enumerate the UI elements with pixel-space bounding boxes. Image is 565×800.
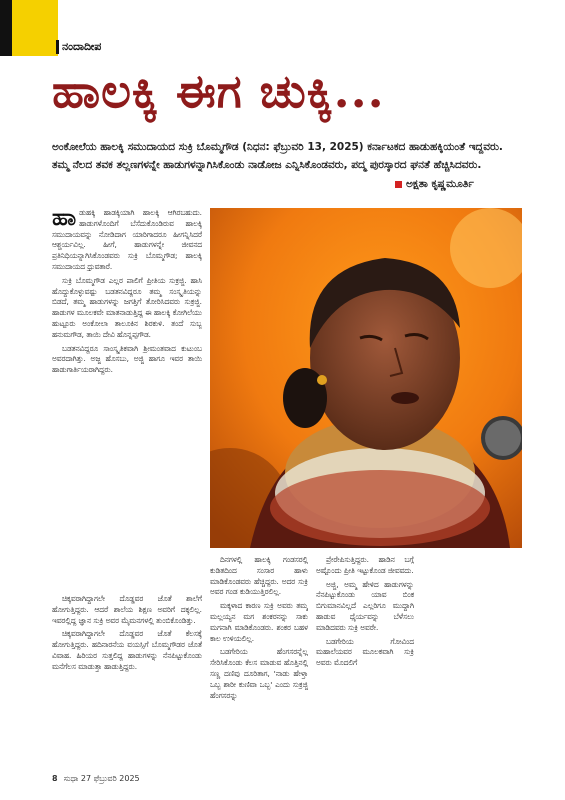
section-label: ನಂದಾದೀಪ [62,40,102,53]
body-column-right [316,555,414,765]
body-paragraph: ಬಡಗೇರಿಯ ಹೆಂಗಸರನ್ನೆಲ್ಲ ಸೇರಿಸಿಕೊಂಡು ಕೆಲಸ ಮಾಡುವ ಹೊತ್ತಿನಲ್ಲಿ ಸಣ್ಣ ದಣಿವು ದೂರಿತಾಗ, 'ನಾಡು ಹೇಳ್ತಾ ಒಬ್ಬ ಶಾರೀ ಕುಣಿವಾ ಒಬ್ಬ' ಎಂದು ಸುಕ್ರಜ್ಜಿ ಹೆಂಗಸರನ್ನು [210,647,308,700]
body-paragraph: ಸುಕ್ರಿ ಬೊಮ್ಮಗೌಡ ಎಲ್ಲರ ಪಾಲಿಗೆ ಪ್ರೀತಿಯ ಸುಕ್ರಜ್ಜಿ. ಹಾಸಿ ಹೊದ್ದುಕೊಳ್ಳುವಷ್ಟು ಬಡತನವಿದ್ದರೂ ತಮ್ಮ ಸಂಸ್ಕೃತಿಯನ್ನು ಬಿಡದೆ, ತಮ್ಮ ಹಾಡುಗಳನ್ನು ಜಗತ್ತಿಗೆ ತೋರಿಸಿದವರು ಸುಕ್ರಜ್ಜಿ. ಹಾಡುಗಳ ಮೂಲಕವೇ ಮಾತನಾಡುತ್ತಿದ್ದ ಈ ಹಾಲಕ್ಕಿ ಕೋಗಿಲೆಯು ಹುಟ್ಟೂರು ಅಂಕೋಲಾ ತಾಲೂಕಿನ ಶಿರಕುಳಿ. ತಂದೆ ಸುಬ್ಬ ಹನುಮಗೌಡ, ತಾಯಿ ದೇವಿ ಹೊನ್ನಪ್ಪಗೌಡ. [52,275,202,339]
body-paragraph: ಬಡತನವಿದ್ದರೂ ಸಾಂಸ್ಕೃತಿಕವಾಗಿ ಶ್ರೀಮಂತವಾದ ಕುಟುಂಬ ಅವರದಾಗಿತ್ತು. ಅಜ್ಜ ಹೊಸಬು, ಅಜ್ಜಿ ಹಾಗೂ ಇವರ ತಾಯಿ ಹಾಡುಗಾರ್ತಿಯರಾಗಿದ್ದರು. [52,343,202,375]
body-paragraph: ಹಾಡುಹಕ್ಕಿ ಹಾಡಕ್ಕಿಯಾಗಿ ಹಾಲಕ್ಕಿ ಆಗಿರಬಹುದು. ಹಾಡುಗಳೊಂದಿಗೆ ಬೆಸೆದುಕೊಂಡಿರುವ ಹಾಲಕ್ಕಿ ಸಮುದಾಯವನ್ನು ನೋಡಿದಾಗ ಯಾರಿಗಾದರೂ ಹೀಗನ್ನಿಸಿದರೆ ಆಶ್ಚರ್ಯವಿಲ್ಲ. ಹೀಗೆ, ಹಾಡುಗಳನ್ನೇ ಜೀವನದ ಪ್ರತಿನಿಧಿಯನ್ನಾಗಿಸಿಕೊಂಡವರು ಸುಕ್ರಿ ಬೊಮ್ಮಗೌಡ; ಹಾಲಕ್ಕಿ ಸಮುದಾಯದ ಧ್ರುವತಾರೆ. [52,208,202,271]
article-standfirst: ಅಂಕೋಲೆಯ ಹಾಲಕ್ಕಿ ಸಮುದಾಯದ ಸುಕ್ರಿ ಬೊಮ್ಮಗೌಡ (ನಿಧನ: ಫೆಬ್ರುವರಿ 13, 2025) ಕರ್ನಾಟಕದ ಹಾಡುಹಕ್ಕಿಯಂತೆ ಇದ್ದವರು. ತಮ್ಮ ನೆಲದ ತವಕ ತಲ್ಲಣಗಳನ್ನೇ ಹಾಡುಗಳನ್ನಾಗಿಸಿಕೊಂಡು ನಾಡೋಜ ಎನ್ನಿಸಿಕೊಂಡವರು, ಪದ್ಮ ಪುರಸ್ಕಾರದ ಘನತೆ ಹೆಚ್ಚಿಸಿದವರು. [52,141,503,171]
publication-info: ಸುಧಾ 27 ಫೆಬ್ರುವರಿ 2025 [63,774,140,783]
author-byline [395,178,474,191]
body-column-left [52,208,202,590]
body-paragraph: ಪ್ರೇರೇಪಿಸುತ್ತಿದ್ದರು. ಹಾಡಿನ ಬಗ್ಗೆ ಅಷ್ಟೊಂದು ಪ್ರೀತಿ ಇಟ್ಟುಕೊಂಡ ಜೀವವದು. [316,555,414,575]
corner-black-strip [0,0,12,56]
page-footer [52,774,140,784]
body-paragraph: ಚಿಕ್ಕವರಾಗಿದ್ದಾಗಲೇ ದೊಡ್ಡವರ ಜೊತೆ ಶಾಲೆಗೆ ಹೋಗುತ್ತಿದ್ದರು. ಆದರೆ ಶಾಲೆಯ ಶಿಕ್ಷಣ ಅವರಿಗೆ ದಕ್ಕಲಿಲ್ಲ. ಇವರಲ್ಲಿದ್ದ ಜ್ಞಾನ ಸುಕ್ರಿ ಅವರ ಮೈಮನಗಳಲ್ಲಿ ತುಂಬಿಕೊಂಡಿತ್ತು. [52,594,202,625]
body-columns-lower [210,555,522,765]
drop-cap: ಹಾ [52,208,77,231]
body-paragraph: ಮಕ್ಕಳಾದ ಕಾರಣ ಸುಕ್ರಿ ಅವರು ತಮ್ಮ ಮಲ್ಲಯ್ಯನ ಮಗ ಶಂಕರನನ್ನು ಸಾಕು ಮಗನಾಗಿ ಮಾಡಿಕೊಂಡರು. ಶಂಕರ ಬಹಳ ಕಾಲ ಉಳಿಯಲಿಲ್ಲ. [210,601,308,643]
page-number: 8 [52,774,58,783]
article-headline: ಹಾಲಕ್ಕಿ ಈಗ ಚುಕ್ಕಿ... [52,64,385,118]
body-paragraph: ಅಜ್ಜಿ, ಅಮ್ಮ ಹೇಳಿದ ಹಾಡುಗಳನ್ನು ನೆನಪಿಟ್ಟುಕೊಂಡು ಯಾವ ಬಿಂಕ ಬಿಗುಮಾನವಿಲ್ಲದೆ ಎಲ್ಲರಿಗೂ ಮುದ್ದಾಗಿ ಹಾಡುವ ಧೈರ್ಯವನ್ನು ಬೆಳೆಸಲು ಮಾಡಿದವರು ಸುಕ್ರಿ ಅವರೇ. [316,579,414,632]
body-paragraph: ಚಿಕ್ಕವರಾಗಿದ್ದಾಗಲೇ ದೊಡ್ಡವರ ಜೊತೆ ಕೆಲಸಕ್ಕೆ ಹೋಗುತ್ತಿದ್ದರು. ಹದಿನಾರನೆಯ ವಯಸ್ಸಿಗೆ ಬೊಮ್ಮಗೌಡರ ಜೊತೆ ವಿವಾಹ. ಹಿರಿಯರ ಸುತ್ತಲಿದ್ದ ಹಾಡುಗಳನ್ನು ನೆನಪಿಟ್ಟುಕೊಂಡು ಮನೆಗೆಲಸ ಮಾಡುತ್ತಾ ಹಾಡುತ್ತಿದ್ದರು. [52,629,202,671]
author-name: ಅಕ್ಷತಾ ಕೃಷ್ಣಮೂರ್ತಿ [406,178,474,190]
body-paragraph: ಬಡಗೇರಿಯ ಗೋವಿಂದ ಮಹಾಲೆಯವರ ಮೂಲಕವಾಗಿ ಸುಕ್ರಿ ಅವರು ಮೊದಲಿಗೆ [316,636,414,668]
portrait-illustration [210,208,522,548]
byline-marker-icon [395,181,402,188]
body-column-left-lower [52,594,202,766]
body-column-middle [210,555,308,765]
body-paragraph: ದಿನಗಳಲ್ಲಿ ಹಾಲಕ್ಕಿ ಗಂಡಸರಲ್ಲಿ ಕುಡಿತದಿಂದ ಸಂಸಾರ ಹಾಳು ಮಾಡಿಕೊಂಡವರು ಹೆಚ್ಚಿದ್ದರು. ಅದರ ಸುಕ್ರಿ ಅವರ ಗಂಡ ಕುಡಿಯುತ್ತಿರಲಿಲ್ಲ. [210,555,308,597]
portrait-photo [210,208,522,548]
section-marker [56,40,59,54]
